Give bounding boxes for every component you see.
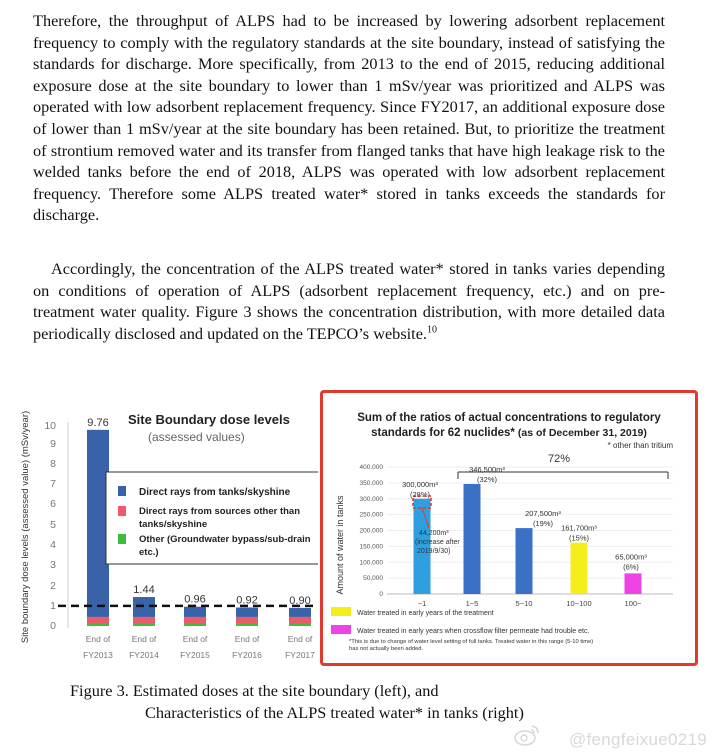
right-bar-3 bbox=[571, 543, 588, 594]
value-label-0: 9.76 bbox=[87, 416, 109, 429]
right-ytick-4: 200,000 bbox=[359, 527, 383, 535]
x-label-1: End of FY2014 bbox=[129, 634, 159, 660]
bar-groundwater-3 bbox=[236, 624, 258, 626]
legend-swatch-tanks bbox=[118, 486, 126, 496]
legend-label-other-sources: Direct rays from sources other than tanks/skyshine bbox=[139, 506, 301, 530]
other-than-tritium-note: * other than tritium bbox=[607, 441, 673, 450]
bar-other-sources-4 bbox=[289, 617, 311, 624]
x-label-0: End of FY2013 bbox=[83, 634, 113, 660]
x-label-4: End of FY2017 bbox=[285, 634, 315, 660]
right-bar-label-3: 161,700m³ (15%) bbox=[561, 523, 597, 543]
ytick-10: 10 bbox=[44, 420, 56, 432]
value-label-1: 1.44 bbox=[133, 584, 155, 597]
footnote-ref: 10 bbox=[427, 324, 437, 336]
right-x-label-4: 100~ bbox=[624, 599, 642, 608]
right-x-label-3: 10~100 bbox=[566, 599, 592, 608]
right-legend-label-pink: Water treated in early years when crossflow filter permeate had trouble etc. bbox=[357, 628, 590, 635]
ytick-5: 5 bbox=[50, 519, 56, 531]
bar-tanks-4 bbox=[289, 608, 311, 617]
right-legend-swatch-pink bbox=[331, 625, 351, 634]
right-bar-1 bbox=[464, 484, 481, 594]
legend-swatch-groundwater bbox=[118, 534, 126, 544]
right-ytick-2: 100,000 bbox=[359, 559, 383, 567]
legend-label-groundwater: Other (Groundwater bypass/sub-drain etc.) bbox=[139, 534, 311, 558]
right-ytick-3: 150,000 bbox=[359, 543, 383, 551]
site-boundary-dose-chart bbox=[18, 392, 318, 672]
right-bar-4 bbox=[625, 573, 642, 594]
value-label-2: 0.96 bbox=[184, 593, 206, 606]
bar-tanks-3 bbox=[236, 608, 258, 617]
legend-swatch-other-sources bbox=[118, 506, 126, 516]
ytick-9: 9 bbox=[50, 438, 56, 450]
left-chart-subtitle: (assessed values) bbox=[148, 430, 245, 444]
right-legend-swatch-yellow bbox=[331, 607, 351, 616]
right-legend-note: *This is due to change of water level setting of full tanks. Treated water in this range (5-10 time) has not actually been added. bbox=[349, 639, 594, 652]
watermark: @fengfeixue0219 bbox=[568, 730, 707, 749]
right-ytick-1: 50,000 bbox=[363, 575, 383, 583]
inner-annotation: 44,200m³ (increase after 2019/9/30) bbox=[415, 530, 460, 555]
bar-groundwater-1 bbox=[133, 624, 155, 626]
ytick-4: 4 bbox=[50, 539, 56, 551]
right-ytick-5: 250,000 bbox=[359, 511, 383, 519]
left-legend bbox=[106, 472, 318, 564]
right-ytick-0: 0 bbox=[379, 591, 383, 598]
x-label-2: End of FY2015 bbox=[180, 634, 210, 660]
right-bar-0 bbox=[414, 499, 431, 594]
bar-groundwater-0 bbox=[87, 624, 109, 626]
right-x-label-2: 5~10 bbox=[515, 599, 533, 608]
paragraph-2-text: Accordingly, the concentration of the ALPS treated water* stored in tanks varies depending on conditions of operation of ALPS (adsorbent replacement frequency, etc.) and on pre-treatment water quality. Figure 3 shows the concentration distribution, with more detailed data periodically disclosed and updated on the TEPCO’s website. bbox=[33, 259, 665, 343]
right-title-bold: standards for 62 nuclides* bbox=[371, 427, 515, 439]
ytick-6: 6 bbox=[50, 498, 56, 510]
ytick-3: 3 bbox=[50, 559, 56, 571]
right-bar-2 bbox=[516, 528, 533, 594]
ytick-7: 7 bbox=[50, 478, 56, 490]
paragraph-2 bbox=[33, 258, 665, 344]
figure-caption bbox=[70, 680, 524, 723]
caption-line-1: Figure 3. Estimated doses at the site boundary (left), and bbox=[70, 681, 439, 700]
value-label-4: 0.90 bbox=[289, 594, 311, 607]
annotation-72-percent: 72% bbox=[547, 453, 571, 465]
left-chart-title: Site Boundary dose levels bbox=[128, 412, 290, 427]
right-x-label-1: 1~5 bbox=[465, 599, 479, 608]
alps-water-chart bbox=[320, 390, 698, 666]
right-ytick-8: 400,000 bbox=[359, 464, 383, 471]
caption-line-2: Characteristics of the ALPS treated water* in tanks (right) bbox=[145, 702, 524, 722]
right-chart-title-1: Sum of the ratios of actual concentrations to regulatory bbox=[357, 412, 661, 424]
right-bar-label-0: 300,000m³ (28%) bbox=[402, 479, 438, 499]
y-axis-label: Site boundary dose levels (assessed value) (mSv/year) bbox=[20, 410, 31, 644]
x-label-3: End of FY2016 bbox=[232, 634, 262, 660]
bar-other-sources-0 bbox=[87, 617, 109, 624]
right-bar-label-2: 207,500m³ (19%) bbox=[525, 509, 561, 529]
right-x-label-0: ~1 bbox=[417, 599, 427, 608]
value-label-3: 0.92 bbox=[236, 594, 258, 607]
weibo-icon bbox=[513, 723, 541, 747]
right-y-axis-label: Amount of water in tanks bbox=[335, 495, 345, 595]
right-ytick-7: 350,000 bbox=[359, 479, 383, 487]
bar-tanks-2 bbox=[184, 607, 206, 617]
ytick-2: 2 bbox=[50, 580, 56, 592]
right-ytick-6: 300,000 bbox=[359, 495, 383, 503]
bar-other-sources-1 bbox=[133, 617, 155, 624]
right-title-date: (as of December 31, 2019) bbox=[517, 427, 647, 439]
right-bar-label-4: 65,000m³ (6%) bbox=[615, 552, 647, 572]
bar-other-sources-3 bbox=[236, 617, 258, 624]
right-legend-label-yellow: Water treated in early years of the treatment bbox=[357, 610, 494, 617]
ytick-8: 8 bbox=[50, 458, 56, 470]
bar-other-sources-2 bbox=[184, 617, 206, 624]
right-chart-title-2 bbox=[371, 427, 647, 439]
bar-groundwater-4 bbox=[289, 624, 311, 626]
right-bar-label-1: 346,500m³ (32%) bbox=[469, 464, 505, 484]
ytick-1: 1 bbox=[50, 600, 56, 612]
legend-label-tanks: Direct rays from tanks/skyshine bbox=[139, 487, 291, 498]
bar-groundwater-2 bbox=[184, 624, 206, 626]
paragraph-1: Therefore, the throughput of ALPS had to be increased by lowering adsorbent replacement frequency to comply with the regulatory standards at the site boundary, instead of satisfying the standards for discharge. More specifically, from 2013 to the end of 2015, reducing additional exposure dose at the site boundary to lower than 1 mSv/year was prioritized and ALPS was operated with low adsorbent replacement frequency. Since FY2017, an additional exposure dose of lower than 1 mSv/year at the site boundary has been retained. But, to prioritize the treatment of strontium removed water and its transfer from flanged tanks that have high leakage risk to the welded tanks before the end of 2018, ALPS was operated with low adsorbent replacement frequency. Therefore some ALPS treated water* stored in tanks exceeds the standards for discharge. bbox=[33, 11, 665, 225]
ytick-0: 0 bbox=[50, 620, 56, 632]
